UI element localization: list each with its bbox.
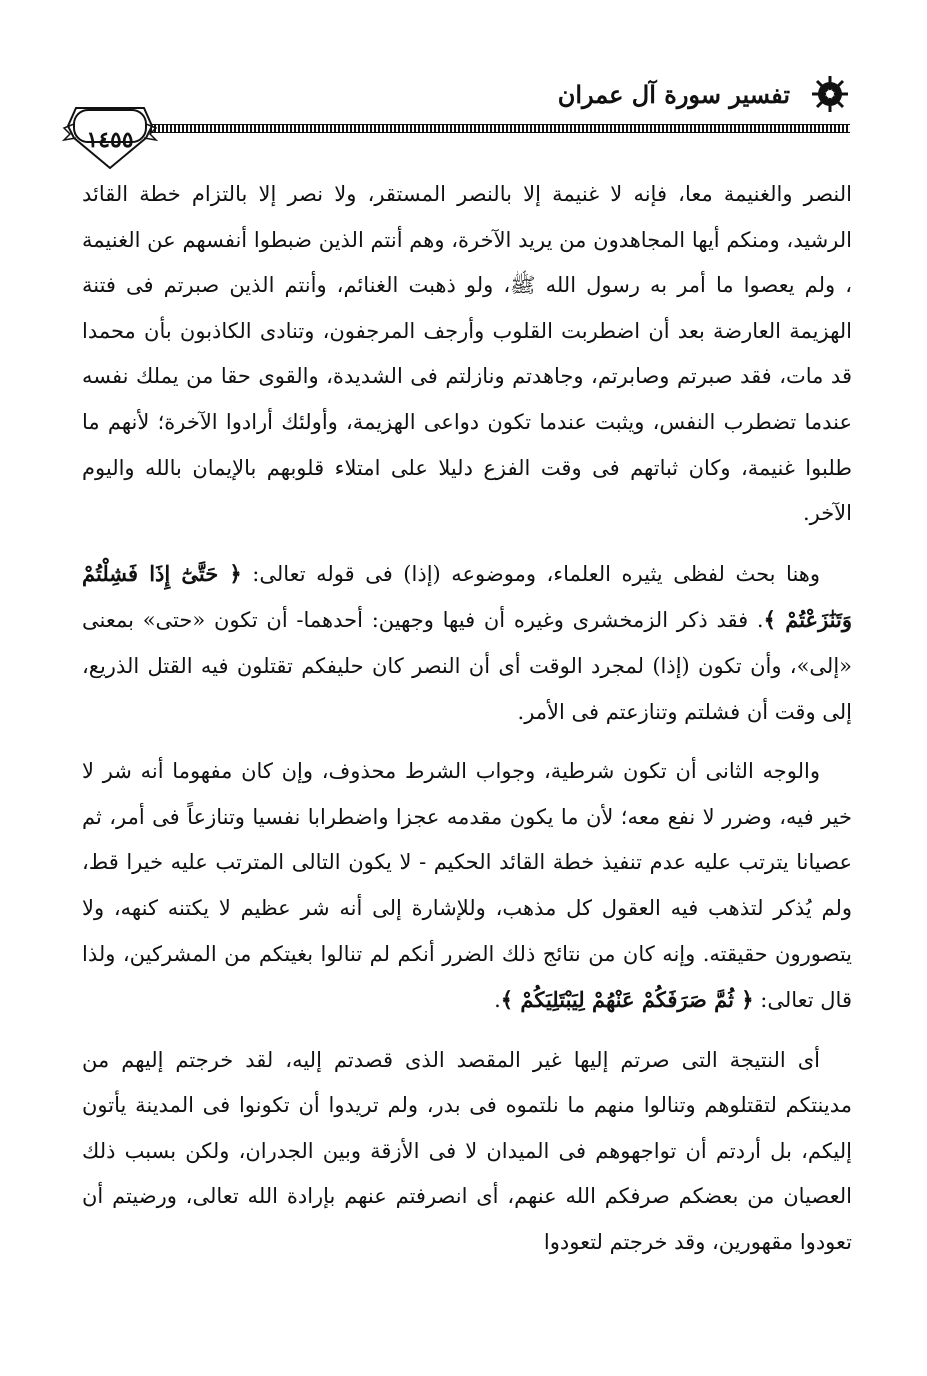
quran-quote-1: ﴿ حَتَّىٰٓ إِذَا فَشِلْتُمْ وَتَنَٰزَعْتُمْ ﴾ bbox=[82, 560, 852, 633]
page-number: ١٤٥٥ bbox=[86, 127, 134, 153]
paragraph-1: النصر والغنيمة معا، فإنه لا غنيمة إلا بالنصر المستقر، ولا نصر إلا بالتزام خطة القائد الرشيد، ومنكم أيها المجاهدون من يريد الآخرة، وهم أنتم الذين ضبطوا أنفسهم عن الغنيمة ، ولم يعصوا ما أمر به رسول الله ﷺ، ولو ذهبت الغنائم، وأنتم الذين صبرتم فى فتنة الهزيمة العارضة بعد أن اضطربت القلوب وأرجف المرجفون، وتنادى الكاذبون بأن محمدا قد مات، فقد صبرتم وصابرتم، وجاهدتم ونازلتم فى الشديدة، والقوى حقا من يملك نفسه عندما تضطرب النفس، ويثبت عندما تكون دواعى الهزيمة، وأولئك أرادوا الآخرة؛ لأنهم ما طلبوا غنيمة، وكان ثباتهم فى وقت الفزع دليلا على امتلاء قلوبهم بالإيمان بالله واليوم الآخر. bbox=[82, 182, 852, 526]
paragraph-4: أى النتيجة التى صرتم إليها غير المقصد الذى قصدتم إليه، لقد خرجتم إليهم من مدينتكم لتقتلوهم وتنالوا منهم ما نلتموه فى بدر، ولم تريدوا أن تكونوا فى المدينة يأتون إليكم، بل أردتم أن تواجهوهم فى الميدان لا فى الأزقة وبين الجدران، ولكن بسبب ذلك العصيان من بعضكم صرفكم الله عنهم، أى انصرفتم عنهم بإرادة الله تعالى، ورضيتم أن تعودوا مقهورين، وقد خرجتم لتعودوا bbox=[82, 1047, 852, 1255]
paragraph-2-text-a: وهنا بحث لفظى يثيره العلماء، وموضوعه (إذا) فى قوله تعالى: bbox=[241, 561, 820, 586]
paragraph-2-text-b: . فقد ذكر الزمخشرى وغيره أن فيها وجهين: أحدهما- أن تكون «حتى» بمعنى «إلى»، وأن تكون (إذا) لمجرد الوقت أى أن النصر كان حليفكم تقتلون فيه القتل الذريع، إلى وقت أن فشلتم وتنازعتم فى الأمر. bbox=[82, 608, 852, 724]
quran-quote-2: ﴿ ثُمَّ صَرَفَكُمْ عَنْهُمْ لِيَبْتَلِيَكُمْ ﴾ bbox=[500, 987, 754, 1013]
page-header bbox=[60, 70, 850, 170]
paragraph-3-text-a: والوجه الثانى أن تكون شرطية، وجواب الشرط محذوف، وإن كان مفهوما أنه شر لا خير فيه، وضرر لا نفع معه؛ لأن ما يكون مقدمه عجزا واضطرابا نفسيا وتنازعاً فى أمر، ثم عصيانا يترتب عليه عدم تنفيذ خطة القائد الحكيم - لا يكون التالى المترتب عليه خيرا قط، ولم يُذكر لتذهب فيه العقول كل مذهب، وللإشارة إلى أنه شر عظيم لا يكتنه كنهه، ولا يتصورون حقيقته. وإنه كان من نتائج ذلك الضرر أنكم لم تنالوا بغيتكم من المشركين، ولذا قال تعالى: bbox=[82, 759, 852, 1013]
running-title: تفسير سورة آل عمران bbox=[557, 80, 790, 109]
paragraph-3 bbox=[82, 749, 852, 1024]
page-body bbox=[82, 172, 852, 1280]
paragraph-2 bbox=[82, 551, 852, 735]
floral-ornament-icon bbox=[810, 74, 850, 114]
paragraph-3-text-b: . bbox=[494, 988, 501, 1013]
header-rule bbox=[150, 124, 850, 133]
page-number-badge bbox=[60, 94, 160, 170]
